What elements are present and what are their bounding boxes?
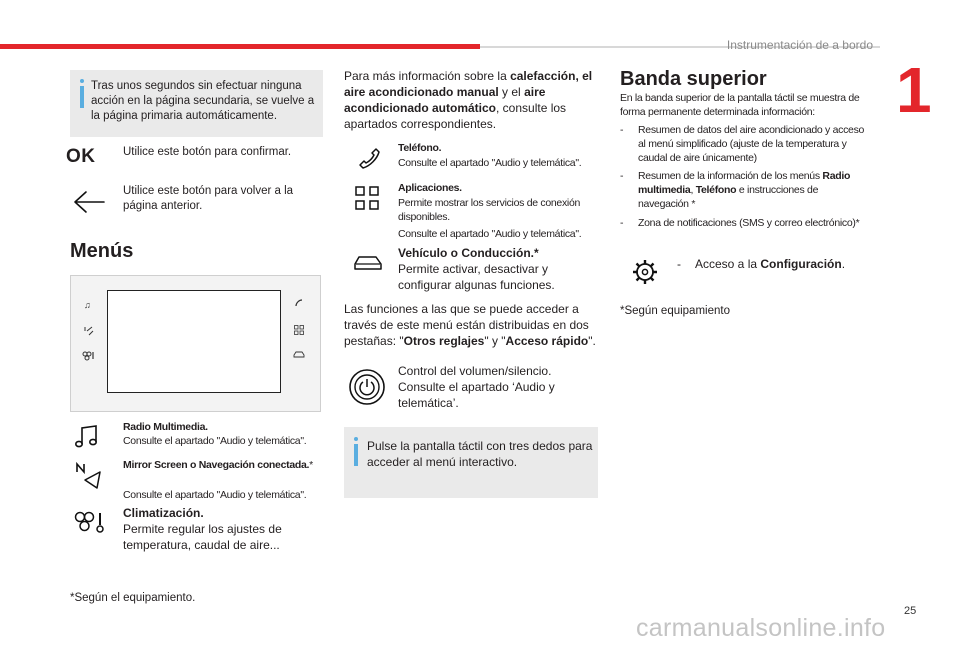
back-text: Utilice este botón para volver a la página anterior. — [123, 185, 294, 212]
vehicle-title-star: * — [534, 246, 539, 260]
mirror-title-star: * — [309, 459, 313, 471]
volume-text: Control del volumen/silencio. Consulte el apartado ‘Audio y telemática’. — [398, 364, 555, 410]
banda-bullet-dash-3: - — [620, 217, 624, 229]
clima-title: Climatización. — [123, 506, 204, 520]
banda-bullet-dash-2: - — [620, 170, 624, 182]
menus-heading: Menús — [70, 240, 134, 262]
settings-gear-icon — [631, 258, 659, 286]
banda-bullet-dash-1: - — [620, 124, 624, 136]
settings-dash: - — [677, 257, 681, 271]
functions-text-3: ". — [588, 334, 596, 348]
phone-icon — [356, 145, 382, 171]
info-icon-2 — [354, 437, 358, 467]
settings-text-1: Acceso a la — [695, 257, 761, 271]
bullet2-text-3: e instrucciones de navegación * — [638, 184, 819, 210]
screen-apps-icon — [294, 325, 304, 335]
radio-desc: Consulte el apartado "Audio y telemática". — [123, 435, 307, 447]
mirror-navigation-icon — [75, 462, 103, 490]
screen-music-icon: ♫ — [84, 300, 91, 310]
touchscreen-display — [107, 290, 281, 393]
intro-text-2: y el — [498, 85, 525, 99]
screen-vehicle-icon — [293, 351, 305, 359]
info-note-text-2: Pulse la pantalla táctil con tres dedos para acceder al menú interactivo. — [367, 439, 593, 469]
intro-bold-1: calefacción, el aire acondicionado manual — [344, 69, 593, 99]
ok-text: Utilice este botón para confirmar. — [123, 146, 292, 158]
phone-desc: Consulte el apartado "Audio y telemática". — [398, 157, 582, 169]
settings-bold: Configuración — [760, 257, 842, 271]
mirror-desc: Consulte el apartado "Audio y telemática". — [123, 489, 307, 501]
functions-tab-1: Otros reglajes — [403, 334, 485, 348]
intro-bold-2: aire acondicionado automático — [344, 85, 546, 115]
bullet2-bold-2: Teléfono — [695, 184, 737, 196]
section-title: Instrumentación de a bordo — [726, 38, 873, 52]
banda-heading: Banda superior — [620, 68, 767, 90]
functions-paragraph — [344, 301, 600, 349]
banda-bullet-3: Zona de notificaciones (SMS y correo electrónico)* — [638, 217, 860, 229]
climate-info-paragraph — [344, 68, 598, 132]
mirror-title — [123, 458, 323, 472]
banda-intro: En la banda superior de la pantalla táctil se muestra de forma permanente determinada información: — [620, 92, 860, 118]
banda-bullet-1: Resumen de datos del aire acondicionado y acceso al menú simplificado (ajuste de la temperatura y caudal de aire únicamente) — [638, 124, 865, 164]
bullet2-bold-1: Radio multimedia — [638, 170, 851, 196]
banda-bullet-2 — [638, 169, 870, 211]
screen-phone-icon — [294, 298, 304, 308]
apps-desc: Permite mostrar los servicios de conexión disponibles. — [398, 197, 581, 223]
screen-climate-icon — [82, 351, 96, 361]
info-icon — [80, 79, 84, 109]
vehicle-title — [398, 245, 539, 261]
clima-desc: Permite regular los ajustes de temperatura, caudal de aire... — [123, 522, 282, 552]
climate-fan-icon — [73, 510, 107, 534]
apps-grid-icon — [355, 186, 379, 210]
intro-text-3: , consulte los apartados correspondientes. — [344, 101, 567, 131]
radio-title: Radio Multimedia. — [123, 421, 208, 433]
chapter-number: 1 — [896, 54, 932, 126]
vehicle-desc: Permite activar, desactivar y configurar algunas funciones. — [398, 262, 555, 292]
music-note-icon — [74, 424, 100, 450]
functions-text-1: Las funciones a las que se puede acceder a través de este menú están distribuidas en dos pestañas: " — [344, 302, 589, 348]
header-accent-bar — [0, 44, 480, 49]
ok-icon: OK — [66, 146, 96, 167]
vehicle-icon — [353, 254, 383, 274]
footnote-col3: *Según equipamiento — [620, 305, 730, 317]
mirror-title-text: Mirror Screen o Navegación conectada. — [123, 459, 310, 471]
functions-text-2: " y " — [484, 334, 506, 348]
settings-text — [695, 256, 845, 272]
intro-text-1: Para más información sobre la — [344, 69, 511, 83]
vehicle-title-text: Vehículo o Conducción. — [398, 246, 535, 260]
watermark: carmanualsonline.info — [636, 614, 886, 642]
settings-text-2: . — [841, 257, 846, 271]
apps-desc-2: Consulte el apartado "Audio y telemática". — [398, 228, 582, 240]
bullet2-text-1: Resumen de la información de los menús — [638, 170, 823, 182]
bullet2-text-2: , — [690, 184, 696, 196]
back-arrow-icon — [72, 190, 106, 214]
footnote-col1: *Según el equipamiento. — [70, 592, 196, 604]
phone-title: Teléfono. — [398, 142, 442, 154]
power-volume-icon — [348, 368, 386, 406]
apps-title: Aplicaciones. — [398, 182, 462, 194]
screen-navigation-icon — [84, 326, 94, 336]
page-number: 25 — [904, 605, 917, 617]
info-note-text: Tras unos segundos sin efectuar ninguna acción en la página secundaria, se vuelve a la página primaria automáticamente. — [91, 80, 315, 122]
functions-tab-2: Acceso rápido — [505, 334, 589, 348]
